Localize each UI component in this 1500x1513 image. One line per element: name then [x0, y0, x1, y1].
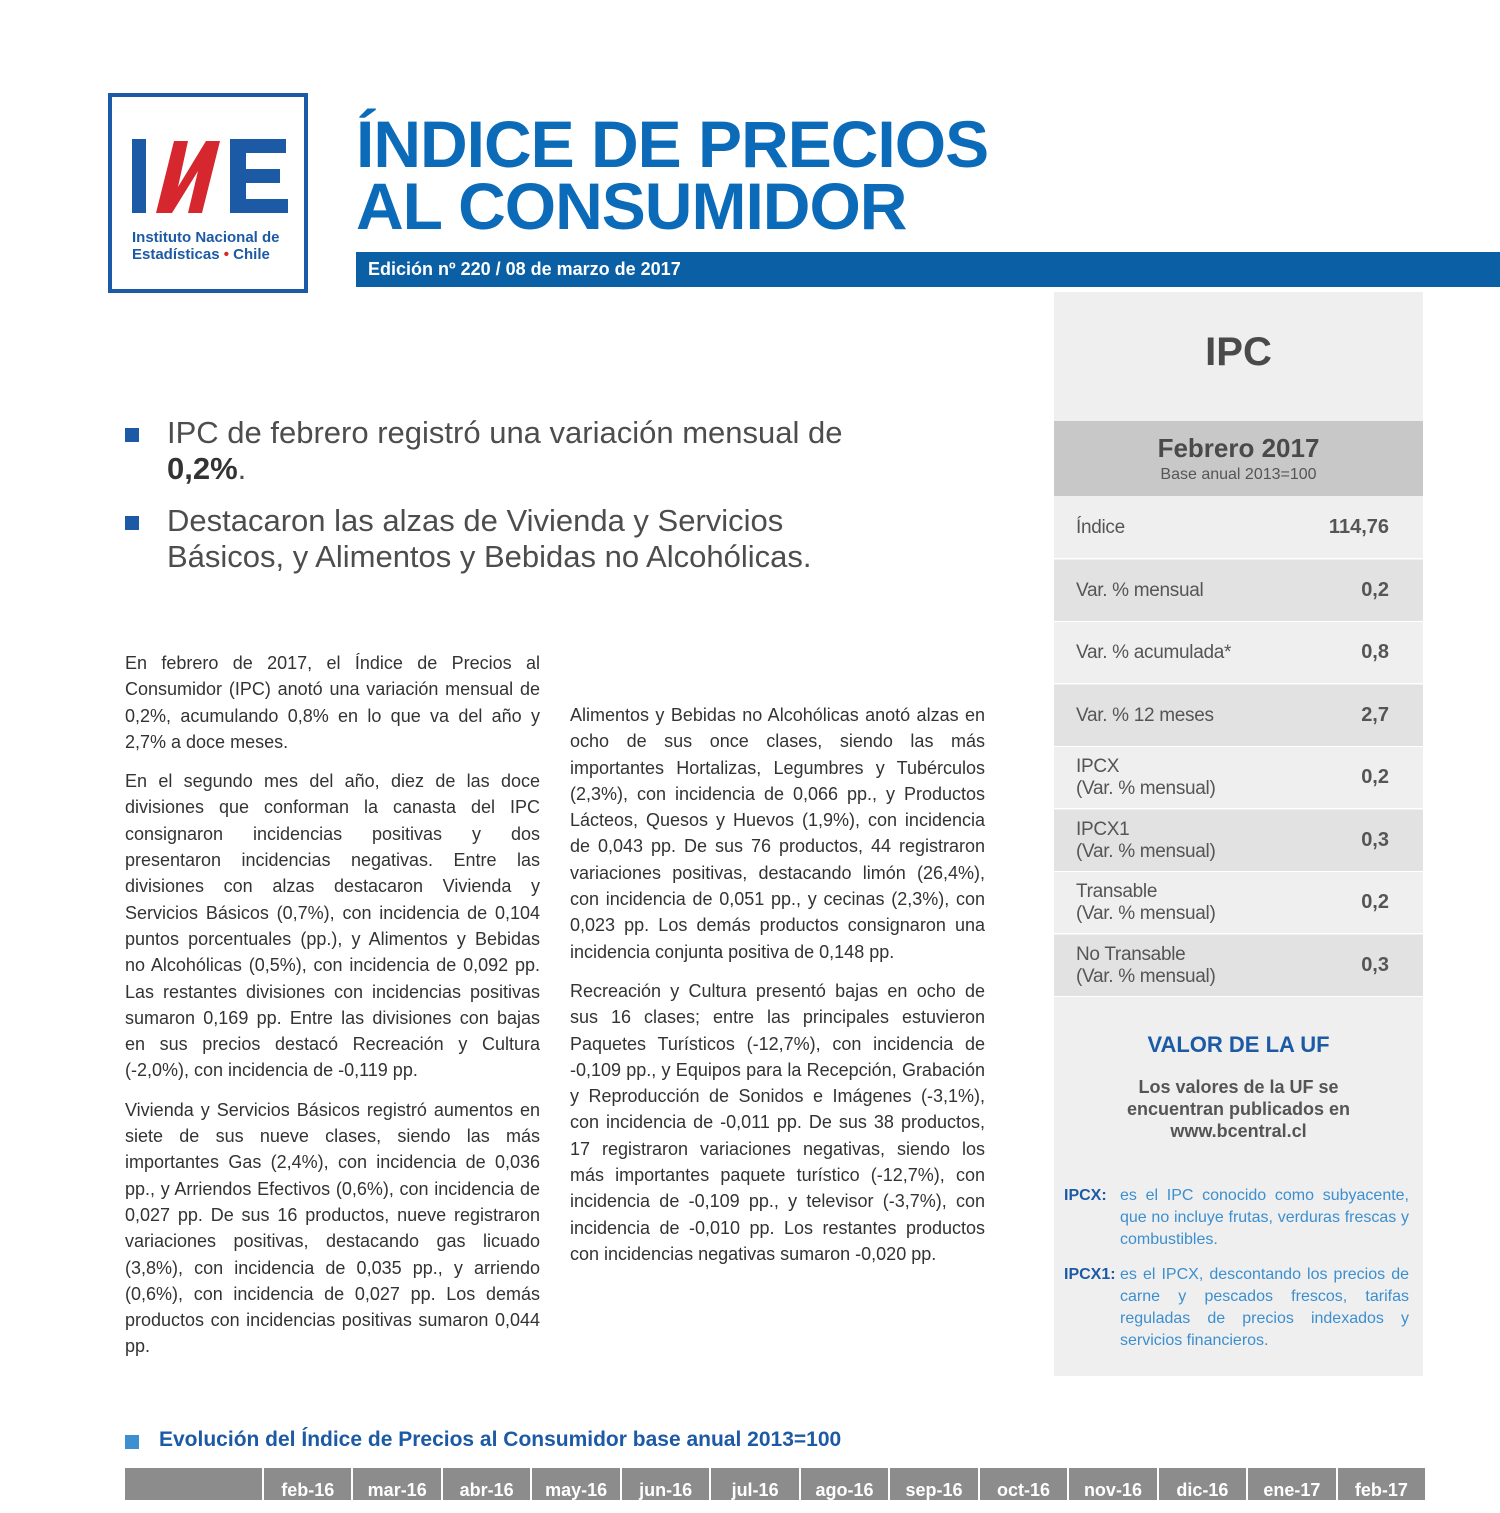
- indicator-label: [1076, 944, 1216, 988]
- highlight-pre: Destacaron las alzas de Vivienda y Servicios Básicos, y Alimentos y Bebidas no Alcohólicas.: [167, 503, 812, 574]
- table-header-row: [125, 1468, 1425, 1500]
- square-bullet-icon: [125, 1435, 139, 1449]
- indicator-label-line2: (Var. % mensual): [1076, 777, 1216, 799]
- table-header-cell: nov-16: [1069, 1468, 1158, 1500]
- period-base: Base anual 2013=100: [1160, 466, 1317, 483]
- table-header-cell: jun-16: [622, 1468, 711, 1500]
- indicator-value: 0,8: [1361, 641, 1389, 663]
- uf-link[interactable]: www.bcentral.cl: [1170, 1121, 1307, 1141]
- indicator-label-line2: (Var. % mensual): [1076, 965, 1216, 987]
- logo-line2b: Chile: [233, 246, 270, 263]
- indicator-label-line1: IPCX1: [1076, 818, 1130, 840]
- period-month: Febrero 2017: [1157, 433, 1320, 463]
- definition-text: es el IPC conocido como subyacente, que no incluye frutas, verduras frescas y combustibles.: [1120, 1187, 1409, 1248]
- table-header-cell: ago-16: [801, 1468, 890, 1500]
- indicator-row: [1054, 622, 1423, 684]
- indicator-row: [1054, 872, 1423, 934]
- indicator-label-line1: Var. % mensual: [1076, 579, 1204, 601]
- page-title: [356, 107, 989, 243]
- indicator-value: 0,2: [1361, 579, 1389, 601]
- indicator-value: 0,2: [1361, 891, 1389, 913]
- highlight-post: .: [237, 451, 247, 486]
- square-bullet-icon: [125, 516, 139, 530]
- indicator-value: 114,76: [1328, 516, 1389, 538]
- indicator-row: [1054, 935, 1423, 997]
- table-header-cell: may-16: [532, 1468, 621, 1500]
- table-header-cell: mar-16: [353, 1468, 442, 1500]
- indicator-label: [1076, 642, 1231, 664]
- indicator-label: [1076, 881, 1216, 925]
- indicator-value: 0,2: [1361, 766, 1389, 788]
- indicator-label-line2: (Var. % mensual): [1076, 840, 1216, 862]
- indicator-value: 0,3: [1361, 954, 1389, 976]
- uf-text: [1084, 1076, 1393, 1142]
- definition-ipcx: [1064, 1185, 1409, 1251]
- indicator-label: [1076, 819, 1216, 863]
- indicator-row: [1054, 497, 1423, 559]
- table-header-cell: sep-16: [890, 1468, 979, 1500]
- indicator-label: [1076, 580, 1203, 602]
- uf-line2: encuentran publicados en: [1126, 1099, 1351, 1119]
- highlight-item: [125, 503, 885, 575]
- highlight-pre: IPC de febrero registró una variación mensual de: [167, 415, 843, 450]
- period-box: [1054, 421, 1423, 496]
- indicator-label: [1076, 756, 1216, 800]
- table-title-text: Evolución del Índice de Precios al Consumidor base anual 2013=100: [159, 1428, 842, 1451]
- title-line2: AL CONSUMIDOR: [356, 169, 907, 243]
- square-bullet-icon: [125, 428, 139, 442]
- ine-logo-mark: [126, 127, 298, 223]
- indicator-label-line1: Var. % 12 meses: [1076, 704, 1214, 726]
- table-header-cell: feb-16: [264, 1468, 353, 1500]
- highlights: [125, 415, 885, 591]
- indicator-label-line2: (Var. % mensual): [1076, 902, 1216, 924]
- logo-line1: Instituto Nacional de: [132, 229, 280, 246]
- table-header-blank: [125, 1468, 264, 1500]
- body-column-2: [570, 702, 985, 1280]
- logo-dot: •: [223, 246, 229, 263]
- indicator-label-line1: Índice: [1076, 516, 1125, 538]
- edition-bar: Edición nº 220 / 08 de marzo de 2017: [356, 252, 1500, 287]
- highlight-item: [125, 415, 885, 487]
- body-column-1: [125, 650, 540, 1373]
- indicator-label-line1: Var. % acumulada*: [1076, 641, 1232, 663]
- paragraph: Vivienda y Servicios Básicos registró aumentos en siete de sus nueve clases, siendo las más importantes Gas (2,4%), con incidencia de 0,036 pp., y Arriendos Efectivos (0,6%), con incidencia de 0,027 pp. De sus 16 productos, nueve registraron variaciones positivas, destacando gas licuado (3,8%), con incidencia de 0,035 pp., y arriendo (0,6%), con incidencia de 0,027 pp. Los demás productos con incidencias positivas sumaron 0,044 pp.: [125, 1099, 540, 1357]
- indicator-label-line1: No Transable: [1076, 943, 1186, 965]
- indicator-row: [1054, 685, 1423, 747]
- paragraph: Alimentos y Bebidas no Alcohólicas anotó alzas en ocho de sus once clases, siendo las más importantes Hortalizas, Legumbres y Tubérculos (2,3%), con incidencia de 0,066 pp., y Productos Lácteos, Quesos y Huevos (1,9%), con incidencia de 0,043 pp. De sus 76 productos, 44 registraron variaciones positivas, destacando limón (26,4%), con incidencia de 0,051 pp., y cecinas (2,3%), con 0,023 pp. Los demás productos consignaron una incidencia conjunta positiva de 0,148 pp.: [570, 705, 985, 962]
- definition-term: IPCX:: [1064, 1187, 1107, 1204]
- logo-line2: [132, 246, 302, 263]
- logo-line2a: Estadísticas: [132, 246, 220, 263]
- indicator-label: [1076, 517, 1125, 539]
- table-title: [125, 1428, 841, 1452]
- indicator-row: [1054, 560, 1423, 622]
- indicator-label: [1076, 705, 1214, 727]
- table-header-cell: oct-16: [980, 1468, 1069, 1500]
- paragraph: En el segundo mes del año, diez de las doce divisiones que conforman la canasta del IPC consignaron incidencias positivas y dos presentaron incidencias negativas. Entre las divisiones con alzas destacaron Vivienda y Servicios Básicos (0,7%), con incidencia de 0,104 puntos porcentuales (pp.), y Alimentos y Bebidas no Alcohólicas (0,5%), con incidencia de 0,092 pp. Las restantes divisiones con incidencias positivas sumaron 0,169 pp. Entre las divisiones con bajas en sus precios destacó Recreación y Cultura (-2,0%), con incidencia de -0,119 pp.: [125, 771, 540, 1081]
- uf-line1: Los valores de la UF se: [1138, 1077, 1339, 1097]
- ine-logo: [108, 93, 308, 293]
- table-header-cell: abr-16: [443, 1468, 532, 1500]
- definition-ipcx1: [1064, 1264, 1409, 1352]
- highlight-bold: 0,2%: [167, 451, 238, 486]
- table-header-cell: feb-17: [1354, 1480, 1408, 1500]
- ipc-sidebar: [1054, 292, 1423, 1376]
- paragraph: Recreación y Cultura presentó bajas en ocho de sus 16 clases; entre las principales estuvieron Paquetes Turísticos (-12,7%), con incidencia de -0,109 pp., y Equipos para la Recepción, Grabación y Reproducción de Sonidos e Imágenes (-3,1%), con incidencia de -0,011 pp. De sus 38 productos, 17 registraron variaciones negativas, siendo los más importantes paquete turístico (-12,7%), con incidencia de -0,109 pp., y televisor (-3,7%), con incidencia de -0,010 pp. Los restantes productos con incidencias negativas sumaron -0,020 pp.: [570, 980, 985, 1264]
- table-header-cell: ene-17: [1248, 1468, 1337, 1500]
- definition-text: es el IPCX, descontando los precios de carne y pescados frescos, tarifas reguladas de precios indexados y servicios financieros.: [1120, 1266, 1409, 1349]
- paragraph: En febrero de 2017, el Índice de Precios al Consumidor (IPC) anotó una variación mensual de 0,2%, acumulando 0,8% en lo que va del año y 2,7% a doce meses.: [125, 653, 540, 752]
- definition-term: IPCX1:: [1064, 1266, 1116, 1283]
- indicator-value: 2,7: [1361, 704, 1389, 726]
- table-header-cell: jul-16: [711, 1468, 800, 1500]
- indicator-label-line1: IPCX: [1076, 755, 1120, 777]
- ine-logo-text: [132, 229, 302, 263]
- table-header-cell: dic-16: [1159, 1468, 1248, 1500]
- title-line1: ÍNDICE DE PRECIOS: [356, 107, 989, 181]
- indicator-value: 0,3: [1361, 829, 1389, 851]
- indicator-label-line1: Transable: [1076, 880, 1158, 902]
- sidebar-title: IPC: [1205, 330, 1272, 374]
- indicator-row: [1054, 810, 1423, 872]
- indicator-row: [1054, 747, 1423, 809]
- uf-title: VALOR DE LA UF: [1147, 1032, 1330, 1057]
